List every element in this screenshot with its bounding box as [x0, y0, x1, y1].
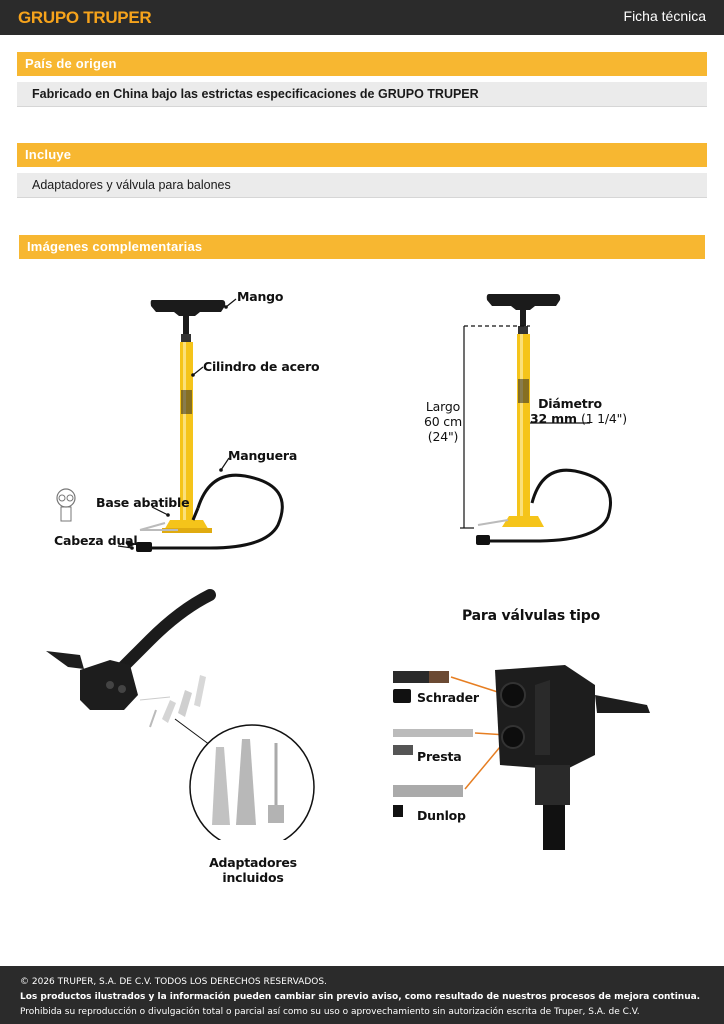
brand-logo: GRUPO TRUPER — [18, 8, 152, 27]
largo-line2: 60 cm — [424, 414, 462, 429]
label-base: Base abatible — [96, 495, 190, 510]
pump-parts-figure — [40, 280, 340, 570]
section-text-origin: Fabricado en China bajo las estrictas especificaciones de GRUPO TRUPER — [17, 82, 707, 107]
section-heading-includes: Incluye — [17, 143, 707, 167]
footer-legal: Prohibida su reproducción o divulgación total o parcial así como su uso o aprovechamiento sin autorización escrita de Truper, S.A. de C.V. — [20, 1007, 640, 1017]
adapters-line1: Adaptadores — [209, 855, 297, 870]
label-presta: Presta — [417, 749, 462, 764]
label-adapters — [208, 855, 298, 885]
label-diametro — [530, 396, 627, 426]
adapters-line2: incluidos — [222, 870, 284, 885]
diametro-line2 — [530, 411, 627, 426]
section-text-includes: Adaptadores y válvula para balones — [17, 173, 707, 198]
page-title: Ficha técnica — [623, 8, 706, 24]
label-largo — [420, 399, 466, 444]
footer-notice: Los productos ilustrados y la información pueden cambiar sin previo aviso, como resultado de nuestros procesos de mejora continua. — [20, 992, 701, 1002]
largo-line1: Largo — [425, 399, 461, 414]
top-bar — [0, 0, 724, 35]
label-dunlop: Dunlop — [417, 808, 466, 823]
footer — [0, 966, 724, 1024]
diametro-mm: 32 mm — [530, 411, 577, 426]
valves-title: Para válvulas tipo — [462, 608, 601, 624]
diametro-line1: Diámetro — [538, 396, 602, 411]
adapters-figure — [40, 585, 320, 840]
label-mango: Mango — [237, 289, 284, 304]
diametro-in: (1 1/4") — [580, 411, 627, 426]
label-schrader: Schrader — [417, 690, 479, 705]
largo-line3: (24") — [427, 429, 459, 444]
section-heading-images: Imágenes complementarias — [19, 235, 705, 259]
label-manguera: Manguera — [228, 448, 298, 463]
label-cilindro: Cilindro de acero — [203, 359, 320, 374]
label-cabeza: Cabeza dual — [54, 533, 138, 548]
section-heading-origin: País de origen — [17, 52, 707, 76]
footer-copyright: © 2026 TRUPER, S.A. DE C.V. TODOS LOS DERECHOS RESERVADOS. — [20, 977, 327, 987]
